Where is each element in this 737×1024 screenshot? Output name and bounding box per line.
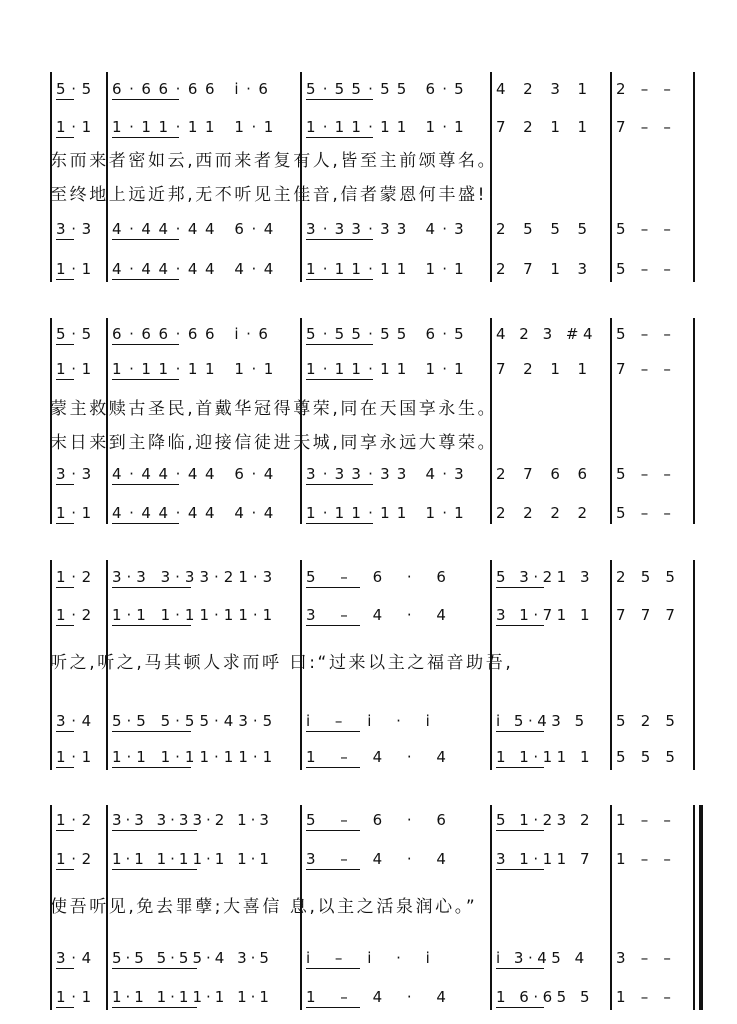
eighth-beam [112, 767, 191, 768]
notation-measure: 1·1 [56, 504, 97, 522]
notation-measure: 5·5 [56, 325, 97, 343]
notation-measure: 1·1 1·11·11·1 [112, 748, 278, 766]
notation-measure: 4 2 3 #4 [496, 325, 598, 343]
notation-measure: 2 7 6 6 [496, 465, 594, 483]
eighth-beam [56, 137, 74, 138]
notation-measure: 1·1 1·11·1 1·1 [112, 850, 273, 868]
eighth-beam [56, 830, 74, 831]
eighth-beam [56, 279, 74, 280]
notation-measure: 1·1 [56, 118, 97, 136]
eighth-beam [306, 767, 360, 768]
eighth-beam [112, 239, 179, 240]
notation-measure: i – i · i [306, 949, 440, 967]
notation-measure: 1 6·65 5 [496, 988, 595, 1006]
notation-measure: 7 2 1 1 [496, 360, 594, 378]
eighth-beam [306, 830, 360, 831]
notation-measure: 5 – 6 · 6 [306, 568, 456, 586]
eighth-beam [306, 137, 373, 138]
barline [610, 318, 612, 524]
notation-measure: 1·1 [56, 260, 97, 278]
eighth-beam [112, 1007, 197, 1008]
eighth-beam [112, 137, 179, 138]
notation-measure: 4·44·44 6·4 [112, 220, 281, 238]
eighth-beam [112, 523, 179, 524]
eighth-beam [496, 1007, 544, 1008]
lyric-line: 至终地上远近邦,无不听见主佳音,信者蒙恩何丰盛! [50, 185, 488, 205]
lyric-line: 听之,听之,马其顿人求而呼 曰:“过来以主之福音助吾, [50, 653, 514, 673]
eighth-beam [56, 625, 74, 626]
notation-measure: 3 – 4 · 4 [306, 606, 456, 624]
notation-measure: 1·1 1·11·11·1 [112, 606, 278, 624]
eighth-beam [56, 968, 74, 969]
notation-measure: 5 1·23 2 [496, 811, 595, 829]
notation-measure: 1·11·11 1·1 [306, 360, 471, 378]
barline [106, 72, 108, 282]
barline [300, 72, 302, 282]
notation-measure: 4·44·44 6·4 [112, 465, 281, 483]
eighth-beam [112, 279, 179, 280]
eighth-beam [306, 625, 360, 626]
notation-measure: 5 – – [616, 260, 677, 278]
eighth-beam [112, 99, 179, 100]
notation-measure: 3·3 3·33·21·3 [112, 568, 278, 586]
barline [610, 805, 612, 1010]
notation-measure: 5 3·21 3 [496, 568, 595, 586]
barline [490, 805, 492, 1010]
barline [50, 72, 52, 282]
notation-measure: 1 – – [616, 811, 677, 829]
final-barline-thin [693, 805, 695, 1010]
notation-measure: 2 5 5 5 [496, 220, 594, 238]
notation-measure: 1·2 [56, 850, 97, 868]
notation-measure: 5·5 [56, 80, 97, 98]
notation-measure: 2 – – [616, 80, 677, 98]
notation-measure: 5 5 5 [616, 748, 681, 766]
notation-measure: 5 – – [616, 220, 677, 238]
lyric-line: 东而来者密如云,西而来者复有人,皆至主前颂尊名。 [50, 151, 498, 171]
lyric-line: 使吾听见,免去罪孽;大喜信 息,以主之活泉润心。” [50, 897, 478, 917]
eighth-beam [56, 731, 74, 732]
notation-measure: 1·2 [56, 568, 97, 586]
notation-measure: 1 – 4 · 4 [306, 988, 456, 1006]
notation-measure: 1·2 [56, 811, 97, 829]
notation-measure: 5·5 5·55·43·5 [112, 712, 278, 730]
lyric-line: 蒙主救赎古圣民,首戴华冠得尊荣,同在天国享永生。 [50, 399, 498, 419]
eighth-beam [56, 379, 74, 380]
notation-measure: 1·11·11 1·1 [306, 118, 471, 136]
eighth-beam [56, 484, 74, 485]
notation-measure: i 5·43 5 [496, 712, 589, 730]
notation-measure: 3·4 [56, 949, 97, 967]
notation-measure: 4·44·44 4·4 [112, 504, 281, 522]
notation-measure: 1·1 1·11·1 1·1 [112, 988, 273, 1006]
notation-measure: 5·55·55 6·5 [306, 80, 471, 98]
eighth-beam [112, 587, 191, 588]
eighth-beam [112, 830, 197, 831]
barline [610, 560, 612, 770]
notation-measure: 1·1 [56, 748, 97, 766]
notation-measure: i 3·45 4 [496, 949, 589, 967]
notation-measure: 3 – 4 · 4 [306, 850, 456, 868]
lyric-line: 末日来到主降临,迎接信徒进天城,同享永远大尊荣。 [50, 433, 498, 453]
notation-measure: 5·5 5·55·4 3·5 [112, 949, 273, 967]
notation-measure: 3·4 [56, 712, 97, 730]
notation-measure: 3·3 [56, 465, 97, 483]
eighth-beam [496, 869, 544, 870]
notation-measure: 3·33·33 4·3 [306, 465, 471, 483]
eighth-beam [112, 625, 191, 626]
eighth-beam [496, 767, 544, 768]
eighth-beam [56, 767, 74, 768]
notation-measure: 1 – – [616, 988, 677, 1006]
eighth-beam [56, 587, 74, 588]
eighth-beam [112, 344, 179, 345]
notation-measure: 7 2 1 1 [496, 118, 594, 136]
eighth-beam [306, 1007, 360, 1008]
eighth-beam [112, 968, 197, 969]
final-barline-thick [699, 805, 703, 1010]
notation-measure: 5 – – [616, 325, 677, 343]
notation-measure: 1 1·11 1 [496, 748, 595, 766]
eighth-beam [56, 99, 74, 100]
eighth-beam [112, 869, 197, 870]
eighth-beam [306, 279, 373, 280]
eighth-beam [496, 625, 544, 626]
notation-measure: 4 2 3 1 [496, 80, 594, 98]
notation-measure: 7 7 7 [616, 606, 681, 624]
notation-measure: 1·1 [56, 360, 97, 378]
barline [693, 72, 695, 282]
notation-measure: 2 7 1 3 [496, 260, 594, 278]
notation-measure: 1·11·11 1·1 [112, 360, 281, 378]
barline [693, 560, 695, 770]
notation-measure: 1·11·11 1·1 [306, 260, 471, 278]
eighth-beam [306, 869, 360, 870]
notation-measure: 2 2 2 2 [496, 504, 594, 522]
eighth-beam [112, 731, 191, 732]
eighth-beam [496, 587, 544, 588]
eighth-beam [306, 484, 373, 485]
barline [693, 318, 695, 524]
eighth-beam [306, 731, 360, 732]
eighth-beam [112, 484, 179, 485]
notation-measure: 3 1·71 1 [496, 606, 595, 624]
eighth-beam [306, 239, 373, 240]
barline [490, 318, 492, 524]
notation-measure: 5·55·55 6·5 [306, 325, 471, 343]
eighth-beam [496, 968, 544, 969]
barline [300, 318, 302, 524]
notation-measure: i – i · i [306, 712, 440, 730]
eighth-beam [306, 344, 373, 345]
notation-measure: 1·2 [56, 606, 97, 624]
barline [490, 72, 492, 282]
notation-measure: 5 – – [616, 465, 677, 483]
notation-measure: 3 – – [616, 949, 677, 967]
eighth-beam [56, 1007, 74, 1008]
notation-measure: 2 5 5 [616, 568, 681, 586]
eighth-beam [306, 968, 360, 969]
notation-measure: 6·66·66 i·6 [112, 325, 276, 343]
eighth-beam [306, 587, 360, 588]
eighth-beam [306, 379, 373, 380]
notation-measure: 5 – – [616, 504, 677, 522]
barline [106, 318, 108, 524]
notation-measure: 3·33·33 4·3 [306, 220, 471, 238]
barline [610, 72, 612, 282]
eighth-beam [112, 379, 179, 380]
notation-measure: 1·1 [56, 988, 97, 1006]
eighth-beam [306, 99, 373, 100]
eighth-beam [496, 830, 544, 831]
notation-measure: 3·3 3·33·2 1·3 [112, 811, 273, 829]
notation-measure: 1·11·11 1·1 [112, 118, 281, 136]
notation-measure: 1 – 4 · 4 [306, 748, 456, 766]
eighth-beam [306, 523, 373, 524]
barline [50, 318, 52, 524]
notation-measure: 6·66·66 i·6 [112, 80, 276, 98]
eighth-beam [496, 731, 544, 732]
notation-measure: 1·11·11 1·1 [306, 504, 471, 522]
eighth-beam [56, 869, 74, 870]
notation-measure: 7 – – [616, 118, 677, 136]
notation-measure: 3·3 [56, 220, 97, 238]
notation-measure: 5 2 5 [616, 712, 681, 730]
eighth-beam [56, 344, 74, 345]
notation-measure: 1 – – [616, 850, 677, 868]
notation-measure: 7 – – [616, 360, 677, 378]
eighth-beam [56, 239, 74, 240]
notation-measure: 3 1·11 7 [496, 850, 595, 868]
notation-measure: 5 – 6 · 6 [306, 811, 456, 829]
eighth-beam [56, 523, 74, 524]
notation-measure: 4·44·44 4·4 [112, 260, 281, 278]
